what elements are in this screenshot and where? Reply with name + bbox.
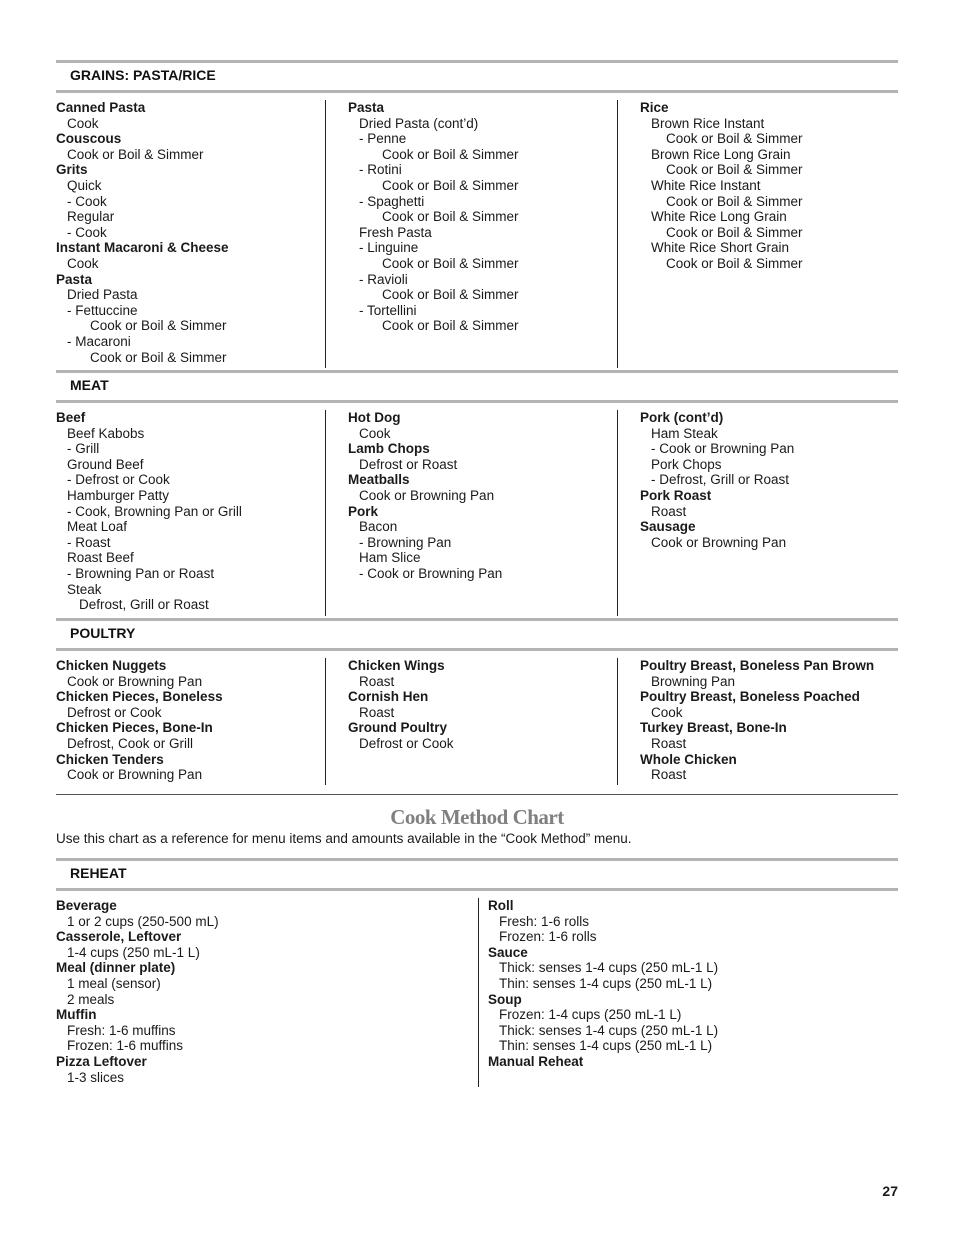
item-heading: Casserole, Leftover bbox=[56, 929, 182, 945]
item-detail: Defrost or Roast bbox=[359, 456, 458, 472]
item-detail: - Penne bbox=[359, 131, 407, 147]
item-detail: Ground Beef bbox=[67, 456, 144, 472]
item-heading: Sausage bbox=[640, 519, 696, 535]
item-detail: - Browning Pan bbox=[359, 534, 452, 550]
item-detail: - Browning Pan or Roast bbox=[67, 565, 215, 581]
meat-section-header bbox=[56, 370, 898, 403]
item-detail: 1-4 cups (250 mL-1 L) bbox=[67, 944, 200, 960]
grains-column-1 bbox=[56, 100, 316, 365]
item-detail: Cook bbox=[67, 115, 99, 131]
item-heading: Pasta bbox=[348, 100, 385, 115]
item-detail: Cook or Boil & Simmer bbox=[67, 146, 204, 162]
item-heading: Canned Pasta bbox=[56, 100, 146, 115]
item-detail: Roast Beef bbox=[67, 550, 134, 566]
item-detail: Cook or Browning Pan bbox=[651, 534, 787, 550]
item-detail: Thick: senses 1-4 cups (250 mL-1 L) bbox=[499, 960, 719, 976]
meat-column-2 bbox=[348, 410, 608, 582]
grains-section-title: GRAINS: PASTA/RICE bbox=[70, 67, 216, 83]
item-detail: Cook or Boil & Simmer bbox=[666, 255, 803, 271]
item-detail: Thin: senses 1-4 cups (250 mL-1 L) bbox=[499, 975, 713, 991]
grains-columns bbox=[56, 100, 898, 368]
item-detail: 2 meals bbox=[67, 991, 115, 1007]
item-detail: Meat Loaf bbox=[67, 519, 128, 535]
item-detail: White Rice Instant bbox=[651, 177, 761, 193]
item-detail: Browning Pan bbox=[651, 673, 736, 689]
reheat-columns bbox=[56, 898, 898, 1087]
item-detail: - Cook bbox=[67, 193, 107, 209]
section-bottom-rule bbox=[56, 794, 898, 795]
item-detail: Ham Slice bbox=[359, 550, 421, 566]
item-detail: - Cook bbox=[67, 224, 107, 240]
item-detail: - Defrost, Grill or Roast bbox=[651, 472, 790, 488]
reheat-column-2 bbox=[488, 898, 888, 1070]
meat-column-1 bbox=[56, 410, 316, 613]
item-heading: Instant Macaroni & Cheese bbox=[56, 240, 229, 256]
column-divider bbox=[478, 898, 479, 1087]
item-detail: Cook or Boil & Simmer bbox=[382, 287, 519, 303]
column-divider bbox=[325, 410, 326, 616]
item-detail: Brown Rice Long Grain bbox=[651, 146, 791, 162]
item-detail: Cook or Browning Pan bbox=[67, 673, 203, 689]
item-detail: Defrost or Cook bbox=[359, 735, 454, 751]
item-heading: Rice bbox=[640, 100, 669, 115]
item-heading: Roll bbox=[488, 898, 514, 913]
item-detail: White Rice Long Grain bbox=[651, 209, 787, 225]
item-detail: Frozen: 1-4 cups (250 mL-1 L) bbox=[499, 1007, 682, 1023]
item-detail: Cook bbox=[67, 255, 99, 271]
item-detail: - Macaroni bbox=[67, 333, 131, 349]
cook-method-intro: Use this chart as a reference for menu items and amounts available in the “Cook Method” menu. bbox=[56, 831, 632, 846]
item-heading: Turkey Breast, Bone-In bbox=[640, 720, 787, 736]
cook-method-chart-title: Cook Method Chart bbox=[390, 805, 564, 829]
poultry-column-2 bbox=[348, 658, 608, 752]
item-detail: Cook or Boil & Simmer bbox=[382, 255, 519, 271]
item-detail: Cook or Browning Pan bbox=[67, 767, 203, 783]
item-heading: Pasta bbox=[56, 271, 93, 287]
item-detail: Defrost, Grill or Roast bbox=[79, 597, 209, 613]
item-heading: Couscous bbox=[56, 131, 122, 147]
item-heading: Chicken Pieces, Bone-In bbox=[56, 720, 213, 736]
poultry-columns bbox=[56, 658, 898, 785]
item-detail: 1 meal (sensor) bbox=[67, 975, 161, 991]
meat-column-3 bbox=[640, 410, 898, 550]
item-detail: - Tortellini bbox=[359, 302, 417, 318]
item-detail: Cook or Boil & Simmer bbox=[666, 224, 803, 240]
item-detail: Thick: senses 1-4 cups (250 mL-1 L) bbox=[499, 1022, 719, 1038]
item-detail: Cook or Browning Pan bbox=[359, 487, 495, 503]
item-heading: Pork bbox=[348, 503, 379, 519]
item-heading: Meal (dinner plate) bbox=[56, 960, 176, 976]
item-heading: Ground Poultry bbox=[348, 720, 447, 736]
grains-section-header bbox=[56, 60, 898, 93]
page-number: 27 bbox=[882, 1183, 898, 1199]
item-detail: Regular bbox=[67, 209, 115, 225]
item-detail: Cook or Boil & Simmer bbox=[382, 318, 519, 334]
item-detail: - Fettuccine bbox=[67, 302, 138, 318]
grains-column-2 bbox=[348, 100, 608, 334]
column-divider bbox=[617, 410, 618, 616]
item-detail: Dried Pasta bbox=[67, 287, 138, 303]
column-divider bbox=[617, 100, 618, 368]
meat-columns bbox=[56, 410, 898, 616]
item-heading: Pork (cont’d) bbox=[640, 410, 724, 425]
item-heading: Pizza Leftover bbox=[56, 1053, 147, 1069]
poultry-column-3 bbox=[640, 658, 898, 783]
item-detail: Fresh: 1-6 rolls bbox=[499, 913, 590, 929]
item-detail: Defrost, Cook or Grill bbox=[67, 735, 194, 751]
item-detail: Pork Chops bbox=[651, 456, 722, 472]
item-detail: Steak bbox=[67, 581, 102, 597]
item-detail: Brown Rice Instant bbox=[651, 115, 765, 131]
item-detail: Roast bbox=[359, 704, 395, 720]
item-detail: 1 or 2 cups (250-500 mL) bbox=[67, 913, 219, 929]
column-divider bbox=[325, 658, 326, 785]
item-detail: Frozen: 1-6 muffins bbox=[67, 1038, 184, 1054]
item-heading: Chicken Wings bbox=[348, 658, 445, 673]
item-detail: Ham Steak bbox=[651, 425, 718, 441]
item-detail: Cook or Boil & Simmer bbox=[666, 193, 803, 209]
item-heading: Chicken Tenders bbox=[56, 751, 164, 767]
item-detail: Hamburger Patty bbox=[67, 487, 170, 503]
item-detail: Cook or Boil & Simmer bbox=[90, 349, 227, 365]
item-detail: - Linguine bbox=[359, 240, 419, 256]
reheat-section-header bbox=[56, 858, 898, 891]
item-detail: Cook or Boil & Simmer bbox=[382, 146, 519, 162]
item-detail: Roast bbox=[651, 767, 687, 783]
item-detail: - Roast bbox=[67, 534, 111, 550]
item-detail: - Ravioli bbox=[359, 271, 408, 287]
item-detail: - Spaghetti bbox=[359, 193, 425, 209]
item-detail: Cook or Boil & Simmer bbox=[90, 318, 227, 334]
item-detail: Roast bbox=[651, 503, 687, 519]
item-detail: Thin: senses 1-4 cups (250 mL-1 L) bbox=[499, 1038, 713, 1054]
item-detail: - Cook or Browning Pan bbox=[359, 565, 503, 581]
item-heading: Hot Dog bbox=[348, 410, 401, 425]
item-detail: White Rice Short Grain bbox=[651, 240, 790, 256]
item-heading: Cornish Hen bbox=[348, 689, 429, 705]
item-heading: Manual Reheat bbox=[488, 1053, 584, 1069]
item-detail: - Cook, Browning Pan or Grill bbox=[67, 503, 242, 519]
item-detail: - Defrost or Cook bbox=[67, 472, 170, 488]
item-detail: Cook bbox=[651, 704, 683, 720]
item-detail: Cook or Boil & Simmer bbox=[666, 162, 803, 178]
item-detail: Dried Pasta (cont’d) bbox=[359, 115, 479, 131]
item-heading: Grits bbox=[56, 162, 88, 178]
grains-column-3 bbox=[640, 100, 898, 272]
item-heading: Beverage bbox=[56, 898, 117, 913]
item-heading: Chicken Pieces, Boneless bbox=[56, 689, 223, 705]
item-heading: Whole Chicken bbox=[640, 751, 737, 767]
column-divider bbox=[617, 658, 618, 785]
item-heading: Sauce bbox=[488, 944, 528, 960]
poultry-column-1 bbox=[56, 658, 316, 783]
item-detail: Cook bbox=[359, 425, 391, 441]
item-heading: Soup bbox=[488, 991, 522, 1007]
item-detail: - Cook or Browning Pan bbox=[651, 441, 795, 457]
poultry-section-header bbox=[56, 618, 898, 651]
item-detail: Bacon bbox=[359, 519, 398, 535]
item-detail: Roast bbox=[651, 735, 687, 751]
item-detail: Fresh Pasta bbox=[359, 224, 432, 240]
item-detail: Cook or Boil & Simmer bbox=[382, 177, 519, 193]
item-detail: 1-3 slices bbox=[67, 1069, 125, 1085]
item-detail: Cook or Boil & Simmer bbox=[666, 131, 803, 147]
item-detail: Quick bbox=[67, 177, 102, 193]
item-detail: - Rotini bbox=[359, 162, 402, 178]
item-detail: Defrost or Cook bbox=[67, 704, 162, 720]
item-heading: Poultry Breast, Boneless Pan Brown bbox=[640, 658, 875, 673]
reheat-column-1 bbox=[56, 898, 456, 1085]
item-heading: Chicken Nuggets bbox=[56, 658, 167, 673]
item-detail: Beef Kabobs bbox=[67, 425, 145, 441]
item-detail: Frozen: 1-6 rolls bbox=[499, 929, 597, 945]
item-heading: Muffin bbox=[56, 1007, 97, 1023]
item-detail: Fresh: 1-6 muffins bbox=[67, 1022, 176, 1038]
item-detail: Cook or Boil & Simmer bbox=[382, 209, 519, 225]
item-detail: Roast bbox=[359, 673, 395, 689]
item-heading: Poultry Breast, Boneless Poached bbox=[640, 689, 860, 705]
item-heading: Pork Roast bbox=[640, 487, 712, 503]
reheat-section-title: REHEAT bbox=[70, 865, 127, 881]
item-heading: Beef bbox=[56, 410, 86, 425]
column-divider bbox=[325, 100, 326, 368]
item-heading: Meatballs bbox=[348, 472, 410, 488]
item-detail: - Grill bbox=[67, 441, 100, 457]
poultry-section-title: POULTRY bbox=[70, 625, 136, 641]
meat-section-title: MEAT bbox=[70, 377, 109, 393]
item-heading: Lamb Chops bbox=[348, 441, 430, 457]
